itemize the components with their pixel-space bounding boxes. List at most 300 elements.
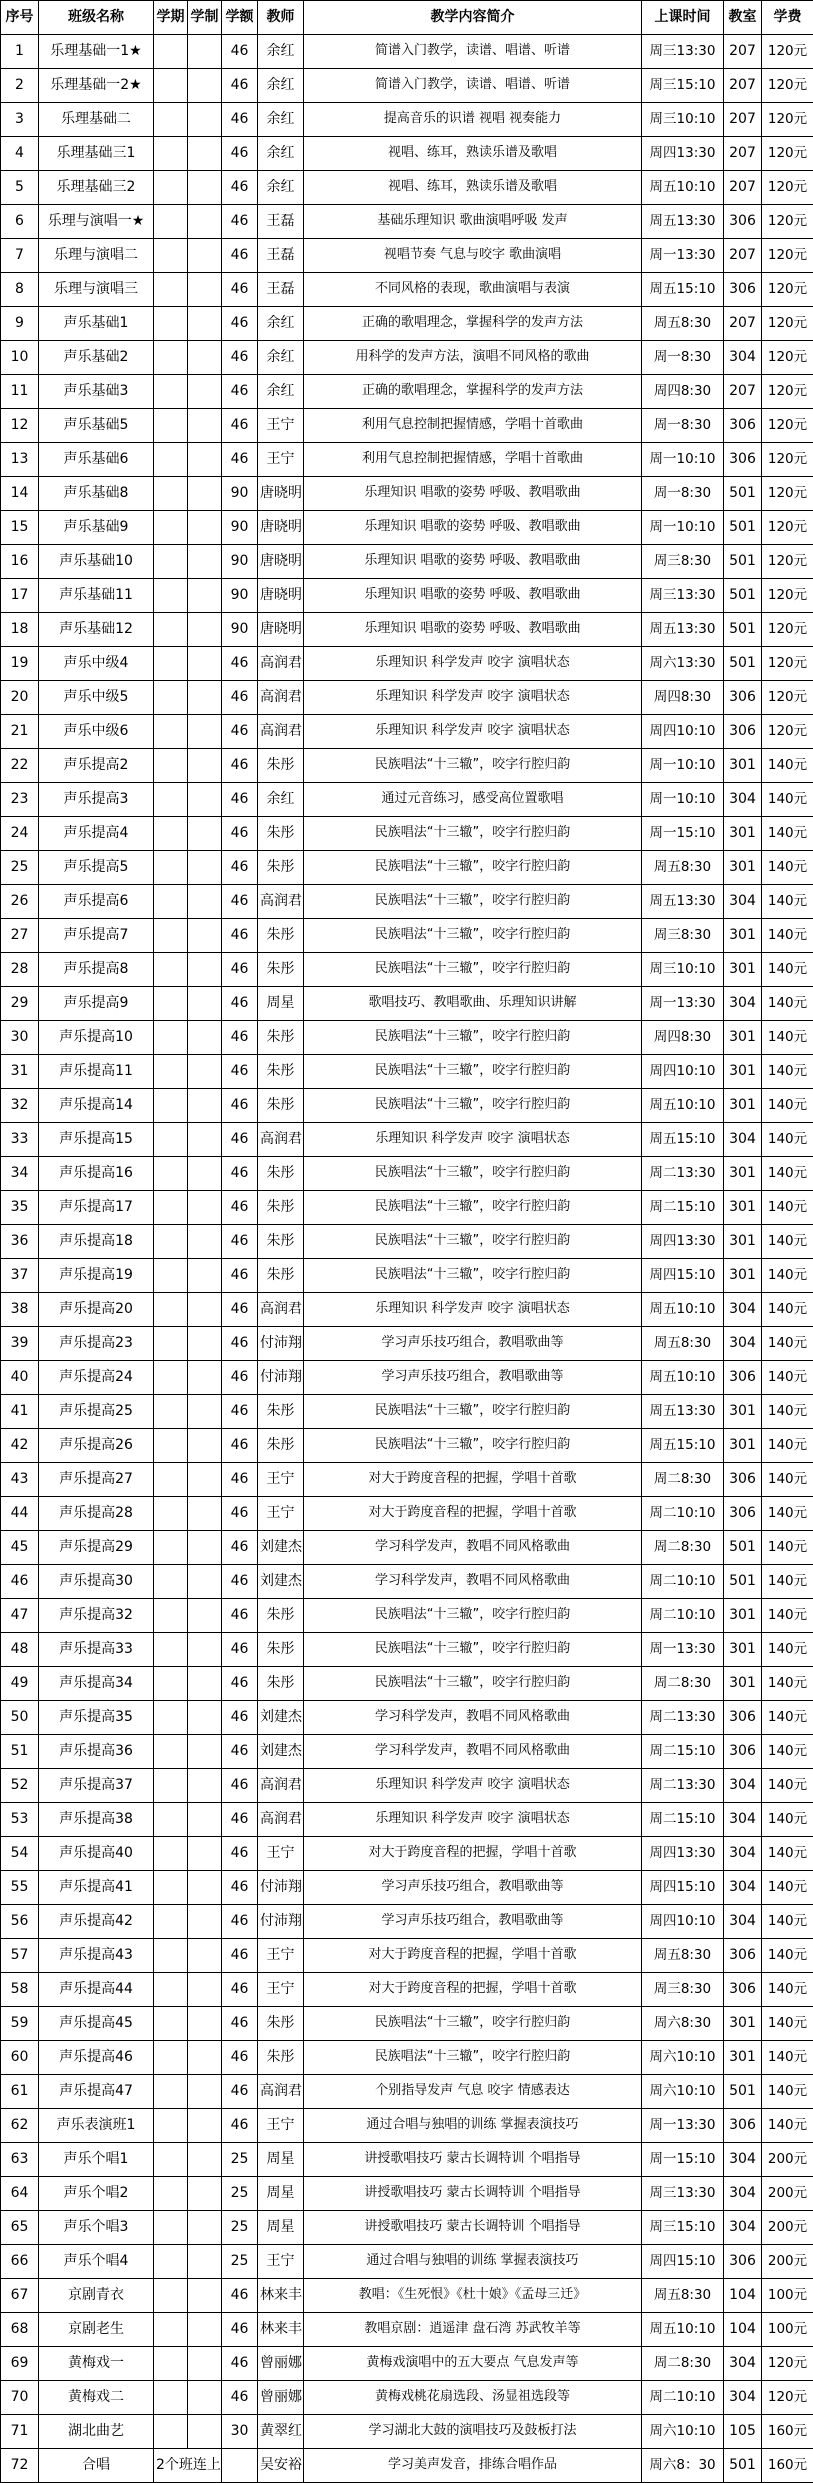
cell-time: 周五8:30: [642, 2279, 724, 2313]
cell-class-name: 声乐提高10: [39, 1021, 154, 1055]
cell-term: [154, 443, 188, 477]
cell-fee: 120元: [762, 341, 813, 375]
cell-class-name: 乐理基础三2: [39, 171, 154, 205]
cell-class-name: 声乐提高17: [39, 1191, 154, 1225]
cell-class-name: 声乐个唱4: [39, 2245, 154, 2279]
header-teacher: 教师: [258, 1, 304, 35]
cell-teacher: 周星: [258, 2177, 304, 2211]
cell-fee: 120元: [762, 409, 813, 443]
cell-time: 周一13:30: [642, 1633, 724, 1667]
cell-no: 54: [1, 1837, 39, 1871]
cell-no: 20: [1, 681, 39, 715]
cell-quota: 46: [222, 647, 258, 681]
cell-description: 乐理知识 唱歌的姿势 呼吸、教唱歌曲: [304, 545, 642, 579]
cell-quota: 25: [222, 2211, 258, 2245]
cell-time: 周三10:10: [642, 953, 724, 987]
cell-class-name: 声乐个唱3: [39, 2211, 154, 2245]
cell-fee: 140元: [762, 2075, 813, 2109]
cell-teacher: 王宁: [258, 1973, 304, 2007]
cell-no: 30: [1, 1021, 39, 1055]
cell-term: [154, 1939, 188, 1973]
cell-system: [188, 1429, 222, 1463]
cell-teacher: 朱彤: [258, 1157, 304, 1191]
cell-fee: 140元: [762, 885, 813, 919]
cell-no: 23: [1, 783, 39, 817]
cell-room: 306: [724, 2245, 762, 2279]
cell-quota: 46: [222, 1701, 258, 1735]
cell-term: [154, 2279, 188, 2313]
cell-room: 306: [724, 443, 762, 477]
cell-system: [188, 1055, 222, 1089]
cell-system: [188, 1769, 222, 1803]
cell-fee: 140元: [762, 1395, 813, 1429]
cell-no: 65: [1, 2211, 39, 2245]
cell-system: [188, 1701, 222, 1735]
cell-room: 306: [724, 1701, 762, 1735]
cell-class-name: 声乐提高37: [39, 1769, 154, 1803]
cell-time: 周四13:30: [642, 137, 724, 171]
cell-quota: 46: [222, 1395, 258, 1429]
cell-fee: 120元: [762, 511, 813, 545]
cell-teacher: 余红: [258, 375, 304, 409]
cell-quota: 46: [222, 341, 258, 375]
cell-system: [188, 443, 222, 477]
cell-class-name: 声乐提高47: [39, 2075, 154, 2109]
table-row: [1, 171, 813, 205]
cell-system: [188, 1259, 222, 1293]
cell-teacher: 余红: [258, 171, 304, 205]
cell-teacher: 付沛翔: [258, 1361, 304, 1395]
cell-room: 304: [724, 1803, 762, 1837]
cell-teacher: 朱彤: [258, 1055, 304, 1089]
cell-class-name: 声乐基础12: [39, 613, 154, 647]
cell-no: 43: [1, 1463, 39, 1497]
cell-term: [154, 1191, 188, 1225]
cell-quota: 46: [222, 443, 258, 477]
cell-no: 11: [1, 375, 39, 409]
cell-time: 周三13:30: [642, 35, 724, 69]
cell-room: 306: [724, 1735, 762, 1769]
cell-class-name: 声乐提高15: [39, 1123, 154, 1157]
cell-teacher: 王宁: [258, 2245, 304, 2279]
cell-description: 用科学的发声方法，演唱不同风格的歌曲: [304, 341, 642, 375]
cell-time: 周五15:10: [642, 1429, 724, 1463]
header-fee: 学费: [762, 1, 813, 35]
cell-system: [188, 35, 222, 69]
cell-description: 教唱京剧：逍遥津 盘石湾 苏武牧羊等: [304, 2313, 642, 2347]
cell-description: 提高音乐的识谱 视唱 视奏能力: [304, 103, 642, 137]
cell-fee: 120元: [762, 69, 813, 103]
cell-description: 乐理知识 唱歌的姿势 呼吸、教唱歌曲: [304, 511, 642, 545]
cell-time: 周一8:30: [642, 477, 724, 511]
cell-quota: 46: [222, 1327, 258, 1361]
table-row: [1, 511, 813, 545]
cell-class-name: 声乐提高46: [39, 2041, 154, 2075]
cell-class-name: 声乐提高44: [39, 1973, 154, 2007]
cell-fee: 140元: [762, 1361, 813, 1395]
cell-quota: 46: [222, 2313, 258, 2347]
table-row: [1, 613, 813, 647]
cell-time: 周二8:30: [642, 1531, 724, 1565]
cell-quota: 46: [222, 1089, 258, 1123]
cell-room: 304: [724, 885, 762, 919]
cell-time: 周二10:10: [642, 1599, 724, 1633]
cell-quota: 46: [222, 987, 258, 1021]
cell-room: 501: [724, 579, 762, 613]
cell-teacher: 王磊: [258, 273, 304, 307]
cell-time: 周二10:10: [642, 2381, 724, 2415]
cell-teacher: 唐晓明: [258, 511, 304, 545]
table-row: [1, 2109, 813, 2143]
cell-system: [188, 2211, 222, 2245]
table-row: [1, 1225, 813, 1259]
cell-room: 306: [724, 715, 762, 749]
cell-fee: 120元: [762, 137, 813, 171]
cell-fee: 160元: [762, 2449, 813, 2483]
cell-time: 周五8:30: [642, 1327, 724, 1361]
cell-teacher: 高润君: [258, 1293, 304, 1327]
cell-teacher: 吴安裕: [258, 2449, 304, 2483]
cell-system: [188, 817, 222, 851]
cell-fee: 140元: [762, 2007, 813, 2041]
cell-fee: 120元: [762, 35, 813, 69]
cell-teacher: 付沛翔: [258, 1905, 304, 1939]
cell-room: 501: [724, 1565, 762, 1599]
cell-room: 306: [724, 1497, 762, 1531]
cell-term: [154, 817, 188, 851]
cell-quota: 46: [222, 1769, 258, 1803]
header-description: 教学内容简介: [304, 1, 642, 35]
cell-system: [188, 2279, 222, 2313]
table-row: [1, 137, 813, 171]
cell-time: 周一13:30: [642, 987, 724, 1021]
cell-quota: 46: [222, 409, 258, 443]
cell-description: 民族唱法“十三辙”，咬字行腔归韵: [304, 1157, 642, 1191]
cell-teacher: 周星: [258, 2143, 304, 2177]
cell-quota: 46: [222, 749, 258, 783]
cell-class-name: 声乐提高38: [39, 1803, 154, 1837]
cell-term: [154, 409, 188, 443]
cell-class-name: 乐理基础二: [39, 103, 154, 137]
cell-term: [154, 545, 188, 579]
cell-no: 37: [1, 1259, 39, 1293]
cell-no: 49: [1, 1667, 39, 1701]
cell-no: 31: [1, 1055, 39, 1089]
cell-class-name: 湖北曲艺: [39, 2415, 154, 2449]
cell-no: 52: [1, 1769, 39, 1803]
cell-time: 周五13:30: [642, 613, 724, 647]
cell-teacher: 余红: [258, 137, 304, 171]
cell-description: 简谱入门教学，读谱、唱谱、听谱: [304, 35, 642, 69]
cell-no: 26: [1, 885, 39, 919]
cell-class-name: 声乐基础8: [39, 477, 154, 511]
cell-time: 周四8:30: [642, 1021, 724, 1055]
cell-fee: 140元: [762, 2109, 813, 2143]
cell-term: [154, 1531, 188, 1565]
cell-no: 1: [1, 35, 39, 69]
cell-fee: 120元: [762, 613, 813, 647]
header-row: [1, 1, 813, 35]
cell-time: 周五10:10: [642, 1089, 724, 1123]
cell-fee: 140元: [762, 1769, 813, 1803]
cell-teacher: 高润君: [258, 1123, 304, 1157]
cell-no: 45: [1, 1531, 39, 1565]
cell-class-name: 乐理与演唱三: [39, 273, 154, 307]
cell-quota: 46: [222, 2381, 258, 2415]
cell-quota: 46: [222, 1293, 258, 1327]
cell-description: 视唱节奏 气息与咬字 歌曲演唱: [304, 239, 642, 273]
cell-teacher: 唐晓明: [258, 477, 304, 511]
cell-class-name: 声乐提高6: [39, 885, 154, 919]
cell-fee: 160元: [762, 2415, 813, 2449]
cell-description: 不同风格的表现，歌曲演唱与表演: [304, 273, 642, 307]
cell-quota: 46: [222, 817, 258, 851]
cell-room: 501: [724, 613, 762, 647]
cell-description: 民族唱法“十三辙”，咬字行腔归韵: [304, 1225, 642, 1259]
cell-description: 学习科学发声，教唱不同风格歌曲: [304, 1701, 642, 1735]
cell-teacher: 朱彤: [258, 1667, 304, 1701]
cell-system: [188, 715, 222, 749]
cell-term: [154, 1497, 188, 1531]
cell-system: [188, 375, 222, 409]
cell-time: 周三8:30: [642, 545, 724, 579]
cell-fee: 120元: [762, 545, 813, 579]
cell-class-name: 声乐提高14: [39, 1089, 154, 1123]
cell-system: [188, 783, 222, 817]
cell-time: 周一13:30: [642, 2109, 724, 2143]
cell-quota: 46: [222, 1259, 258, 1293]
cell-term: [154, 2109, 188, 2143]
cell-class-name: 声乐基础10: [39, 545, 154, 579]
cell-fee: 140元: [762, 1497, 813, 1531]
cell-room: 301: [724, 749, 762, 783]
cell-teacher: 朱彤: [258, 851, 304, 885]
cell-teacher: 王宁: [258, 2109, 304, 2143]
cell-room: 304: [724, 1327, 762, 1361]
cell-term: [154, 1361, 188, 1395]
cell-class-name: 京剧青衣: [39, 2279, 154, 2313]
cell-no: 32: [1, 1089, 39, 1123]
cell-class-name: 声乐提高24: [39, 1361, 154, 1395]
table-row: [1, 2211, 813, 2245]
cell-fee: 100元: [762, 2313, 813, 2347]
cell-room: 301: [724, 1599, 762, 1633]
cell-term: [154, 647, 188, 681]
cell-fee: 140元: [762, 1259, 813, 1293]
table-row: [1, 715, 813, 749]
cell-no: 57: [1, 1939, 39, 1973]
cell-quota: 46: [222, 885, 258, 919]
cell-description: 民族唱法“十三辙”，咬字行腔归韵: [304, 1089, 642, 1123]
cell-class-name: 声乐提高41: [39, 1871, 154, 1905]
cell-term: [154, 2381, 188, 2415]
cell-teacher: 唐晓明: [258, 579, 304, 613]
cell-quota: 46: [222, 1837, 258, 1871]
cell-class-name: 乐理与演唱一★: [39, 205, 154, 239]
cell-term: [154, 1327, 188, 1361]
cell-class-name: 乐理基础一1★: [39, 35, 154, 69]
table-row: [1, 2245, 813, 2279]
cell-term: [154, 341, 188, 375]
cell-no: 9: [1, 307, 39, 341]
cell-teacher: 林来丰: [258, 2313, 304, 2347]
cell-time: 周一8:30: [642, 341, 724, 375]
cell-class-name: 声乐提高30: [39, 1565, 154, 1599]
cell-description: 民族唱法“十三辙”，咬字行腔归韵: [304, 1055, 642, 1089]
cell-room: 301: [724, 2007, 762, 2041]
cell-description: 讲授歌唱技巧 蒙古长调特训 个唱指导: [304, 2211, 642, 2245]
cell-term: [154, 1463, 188, 1497]
cell-class-name: 声乐中级6: [39, 715, 154, 749]
cell-fee: 120元: [762, 443, 813, 477]
cell-teacher: 黄翠红: [258, 2415, 304, 2449]
cell-class-name: 声乐提高35: [39, 1701, 154, 1735]
cell-teacher: 高润君: [258, 647, 304, 681]
cell-time: 周四10:10: [642, 1055, 724, 1089]
cell-teacher: 周星: [258, 2211, 304, 2245]
cell-room: 207: [724, 171, 762, 205]
cell-term: [154, 1565, 188, 1599]
cell-time: 周五10:10: [642, 2313, 724, 2347]
cell-time: 周五13:30: [642, 1395, 724, 1429]
cell-quota: 46: [222, 171, 258, 205]
cell-teacher: 刘建杰: [258, 1531, 304, 1565]
table-row: [1, 919, 813, 953]
cell-fee: 140元: [762, 1021, 813, 1055]
cell-room: 304: [724, 1293, 762, 1327]
cell-description: 学习美声发音，排练合唱作品: [304, 2449, 642, 2483]
cell-quota: 46: [222, 1803, 258, 1837]
cell-room: 304: [724, 2143, 762, 2177]
cell-quota: 90: [222, 579, 258, 613]
table-row: [1, 817, 813, 851]
table-row: [1, 2313, 813, 2347]
cell-fee: 120元: [762, 171, 813, 205]
cell-fee: 140元: [762, 1599, 813, 1633]
cell-system: [188, 2109, 222, 2143]
cell-quota: 46: [222, 1565, 258, 1599]
cell-fee: 140元: [762, 783, 813, 817]
cell-quota: 90: [222, 545, 258, 579]
cell-class-name: 黄梅戏二: [39, 2381, 154, 2415]
cell-room: 301: [724, 1667, 762, 1701]
cell-no: 55: [1, 1871, 39, 1905]
cell-description: 乐理知识 科学发声 咬字 演唱状态: [304, 715, 642, 749]
cell-quota: 46: [222, 1191, 258, 1225]
table-row: [1, 1395, 813, 1429]
cell-no: 61: [1, 2075, 39, 2109]
cell-class-name: 声乐提高45: [39, 2007, 154, 2041]
table-row: [1, 69, 813, 103]
cell-fee: 140元: [762, 1123, 813, 1157]
table-row: [1, 1157, 813, 1191]
cell-term: [154, 1123, 188, 1157]
cell-description: 民族唱法“十三辙”，咬字行腔归韵: [304, 885, 642, 919]
cell-system: [188, 545, 222, 579]
cell-description: 乐理知识 科学发声 咬字 演唱状态: [304, 1123, 642, 1157]
cell-class-name: 合唱: [39, 2449, 154, 2483]
table-row: [1, 1769, 813, 1803]
cell-no: 33: [1, 1123, 39, 1157]
cell-system: [188, 613, 222, 647]
cell-fee: 200元: [762, 2245, 813, 2279]
header-system: 学制: [188, 1, 222, 35]
cell-time: 周六10:10: [642, 2075, 724, 2109]
cell-fee: 140元: [762, 1429, 813, 1463]
cell-no: 42: [1, 1429, 39, 1463]
cell-quota: 46: [222, 1633, 258, 1667]
cell-quota: 46: [222, 1055, 258, 1089]
cell-class-name: 声乐提高40: [39, 1837, 154, 1871]
cell-time: 周四10:10: [642, 1905, 724, 1939]
cell-time: 周二8:30: [642, 1667, 724, 1701]
cell-time: 周四8:30: [642, 375, 724, 409]
cell-class-name: 乐理基础三1: [39, 137, 154, 171]
cell-description: 民族唱法“十三辙”，咬字行腔归韵: [304, 1667, 642, 1701]
cell-class-name: 声乐基础1: [39, 307, 154, 341]
cell-teacher: 王宁: [258, 1463, 304, 1497]
cell-system: [188, 1531, 222, 1565]
cell-description: 乐理知识 科学发声 咬字 演唱状态: [304, 647, 642, 681]
cell-system: [188, 1973, 222, 2007]
cell-system: [188, 885, 222, 919]
cell-no: 69: [1, 2347, 39, 2381]
cell-fee: 140元: [762, 1225, 813, 1259]
cell-description: 学习科学发声，教唱不同风格歌曲: [304, 1565, 642, 1599]
cell-room: 301: [724, 1259, 762, 1293]
cell-class-name: 声乐基础3: [39, 375, 154, 409]
cell-quota: 46: [222, 1463, 258, 1497]
cell-quota: 46: [222, 1531, 258, 1565]
cell-quota: 46: [222, 783, 258, 817]
cell-time: 周四13:30: [642, 1225, 724, 1259]
cell-room: 304: [724, 2381, 762, 2415]
cell-term: [154, 851, 188, 885]
table-row: [1, 375, 813, 409]
cell-room: 304: [724, 2347, 762, 2381]
cell-fee: 140元: [762, 1157, 813, 1191]
cell-class-name: 声乐提高28: [39, 1497, 154, 1531]
cell-term: [154, 579, 188, 613]
cell-time: 周二8:30: [642, 2347, 724, 2381]
cell-fee: 120元: [762, 205, 813, 239]
cell-fee: 140元: [762, 1837, 813, 1871]
cell-term: [154, 1293, 188, 1327]
cell-class-name: 声乐提高7: [39, 919, 154, 953]
cell-quota: 46: [222, 307, 258, 341]
cell-fee: 140元: [762, 1531, 813, 1565]
cell-room: 501: [724, 545, 762, 579]
cell-term: [154, 2177, 188, 2211]
cell-quota: 30: [222, 2415, 258, 2449]
cell-room: 501: [724, 647, 762, 681]
cell-teacher: 周星: [258, 987, 304, 1021]
cell-no: 70: [1, 2381, 39, 2415]
cell-system: [188, 1599, 222, 1633]
cell-class-name: 声乐提高26: [39, 1429, 154, 1463]
cell-time: 周二13:30: [642, 1701, 724, 1735]
cell-time: 周二13:30: [642, 1769, 724, 1803]
cell-teacher: 王宁: [258, 409, 304, 443]
cell-system: [188, 1021, 222, 1055]
cell-system: [188, 273, 222, 307]
table-row: [1, 2041, 813, 2075]
cell-fee: 120元: [762, 2347, 813, 2381]
table-row: [1, 2415, 813, 2449]
table-row: [1, 647, 813, 681]
cell-quota: 46: [222, 1939, 258, 1973]
cell-room: 304: [724, 341, 762, 375]
